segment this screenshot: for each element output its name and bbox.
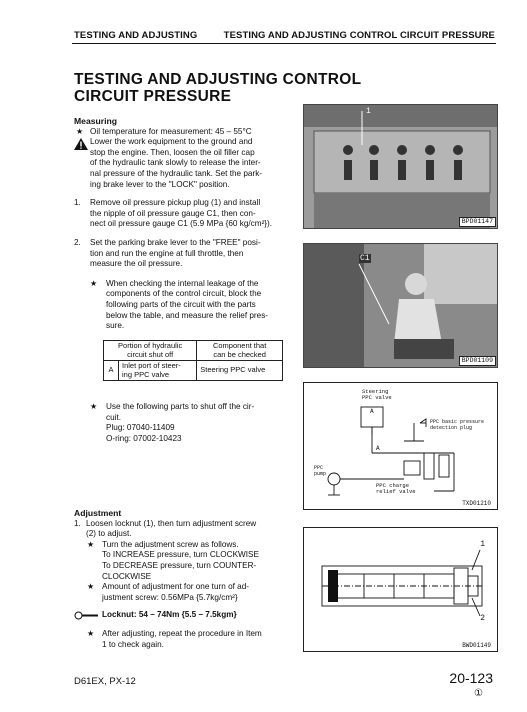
schem-relief-label: [376, 483, 416, 495]
table-header-text: Portion of hydraulic: [118, 341, 183, 350]
adjustment-heading: Adjustment: [74, 508, 122, 518]
star-icon: ★: [90, 402, 98, 411]
step-line: tion and run the engine at full throttle, then: [90, 248, 244, 258]
adjustment-section: [74, 508, 289, 650]
note-line: justment screw: 0.56MPa {5.7kg/cm²}: [102, 592, 238, 602]
photo2-code: BPD01109: [459, 356, 496, 366]
step-number: 1.: [74, 198, 81, 208]
warn-line: of the hydraulic tank slowly to release the inter-: [90, 158, 261, 168]
warning-icon: [74, 138, 88, 150]
warn-line: ing brake lever to the "LOCK" position.: [90, 179, 230, 189]
header-rule: [72, 43, 496, 44]
step-line: the nipple of oil pressure gauge C1, then con-: [90, 208, 256, 218]
star-icon: ★: [90, 278, 98, 288]
adj-direction-note: [74, 540, 289, 582]
schem-steering-label: [362, 389, 392, 401]
valve-lines: [304, 528, 497, 651]
oring-part: O-ring: 07002-10423: [106, 433, 182, 443]
header-right: TESTING AND ADJUSTING CONTROL CIRCUIT PRESSURE: [223, 30, 495, 41]
table-cell: Steering PPC valve: [197, 361, 283, 381]
note-line: components of the control circuit, block the: [106, 289, 262, 299]
callout-1: 1: [366, 107, 371, 116]
locknut-torque: [74, 610, 289, 621]
adj-repeat-note: [74, 629, 289, 650]
table-header-row: [104, 341, 283, 361]
note-line: below the table, and measure the relief pres-: [106, 310, 269, 320]
table-cell-text: ing PPC valve: [122, 369, 170, 379]
table-cell-text: Inlet port of steer-: [122, 361, 181, 370]
page-title-line1: TESTING AND ADJUSTING CONTROL: [74, 71, 362, 88]
schem-pump-label: [314, 465, 326, 477]
temp-note: [74, 127, 289, 138]
star-icon: ★: [87, 628, 95, 638]
callout-c1: C1: [360, 254, 370, 263]
header-left: TESTING AND ADJUSTING: [74, 30, 198, 41]
schem-text: detection plug: [430, 425, 473, 431]
schem-text: pump: [314, 471, 327, 477]
measuring-section: [74, 116, 289, 332]
warning-block: [74, 137, 289, 190]
step-number: 2.: [74, 237, 81, 247]
photo-operator: [303, 243, 498, 368]
schem-text: PPC valve: [362, 394, 392, 401]
photo-valve-block: [303, 104, 498, 229]
plug-part: Plug: 07040-11409: [106, 423, 175, 433]
photo-valve-image: [304, 105, 497, 228]
schem-port-a: A: [370, 408, 374, 415]
schem-text: Steering: [362, 388, 389, 395]
note-line: Amount of adjustment for one turn of ad-: [102, 582, 250, 592]
valve-callout-2: 2: [480, 614, 485, 623]
footer-revision: ①: [474, 688, 483, 699]
note-line: cuit.: [106, 412, 122, 422]
star-icon: ★: [76, 126, 84, 136]
photo-operator-image: [304, 244, 497, 367]
schem-basic-label: [430, 419, 484, 431]
star-icon: ★: [87, 539, 95, 549]
table-header-text: can be checked: [213, 349, 266, 359]
parts-note: [74, 402, 289, 444]
footer-model: D61EX, PX-12: [74, 676, 136, 687]
table-header-cell: [104, 341, 197, 361]
schem-code: TXD01210: [462, 500, 491, 507]
locknut-text: Locknut: 54 – 74Nm {5.5 – 7.5kgm}: [102, 610, 237, 620]
wrench-icon: [74, 611, 99, 620]
valve-callout-1: 1: [480, 540, 485, 549]
step-2: [74, 238, 289, 270]
note-line: CLOCKWISE: [102, 571, 152, 581]
warn-line: Lower the work equipment to the ground and: [90, 137, 253, 147]
note-line: sure.: [106, 321, 125, 331]
shutoff-parts: [74, 402, 289, 444]
step-line: (2) to adjust.: [86, 529, 132, 539]
warn-line: stop the engine. Then, loosen the oil filler cap: [90, 147, 255, 157]
schem-text: PPC: [314, 465, 324, 471]
page-title-line2: CIRCUIT PRESSURE: [74, 88, 232, 105]
note-line: Use the following parts to shut off the cir-: [106, 402, 255, 411]
table-header-text: circuit shut off: [127, 349, 174, 359]
schem-text: PPC charge: [376, 482, 410, 489]
temp-text: Oil temperature for measurement: 45 – 55°C: [90, 126, 252, 136]
relief-valve-drawing: [303, 527, 498, 652]
note-line: Turn the adjustment screw as follows.: [102, 539, 239, 549]
adj-step-1: [74, 519, 289, 540]
measuring-heading: Measuring: [74, 116, 117, 126]
star-icon: ★: [87, 582, 95, 592]
table-header-cell: [197, 341, 283, 361]
schem-text: relief valve: [376, 488, 416, 495]
note-line: After adjusting, repeat the procedure in Item: [102, 628, 262, 638]
note-line: following parts of the circuit with the parts: [106, 299, 256, 309]
note-line: 1 to check again.: [102, 639, 164, 649]
step-line: Loosen locknut (1), then turn adjustment screw: [86, 518, 257, 528]
adj-amount-note: [74, 582, 289, 603]
schem-port-a2: A: [376, 445, 380, 452]
step-line: measure the oil pressure.: [90, 259, 183, 269]
table-cell: A: [104, 361, 119, 381]
table-header-text: Component that: [212, 341, 267, 350]
warn-line: nal pressure of the hydraulic tank. Set the park-: [90, 168, 263, 178]
valve-code: BWD01149: [462, 642, 491, 649]
hydraulic-schematic: [303, 382, 498, 510]
step-1: [74, 198, 289, 230]
shutoff-table: [103, 340, 283, 381]
table-cell: [119, 361, 197, 381]
step-line: Remove oil pressure pickup plug (1) and install: [90, 198, 261, 208]
note-line: When checking the internal leakage of the: [106, 278, 259, 288]
schem-text: PPC basic pressure: [430, 419, 485, 425]
note-line: To DECREASE pressure, turn COUNTER-: [102, 560, 257, 570]
step-number: 1.: [74, 518, 81, 528]
table-row: [104, 361, 283, 381]
step-line: nect oil pressure gauge C1 (5.9 MPa {60 kg/cm²}).: [90, 219, 273, 229]
leakage-note: [74, 279, 289, 332]
step-line: Set the parking brake lever to the "FREE" posi-: [90, 237, 261, 247]
note-line: To INCREASE pressure, turn CLOCKWISE: [102, 550, 259, 560]
footer-page-number: 20-123: [449, 670, 493, 686]
photo1-code: BPD01147: [459, 217, 496, 227]
